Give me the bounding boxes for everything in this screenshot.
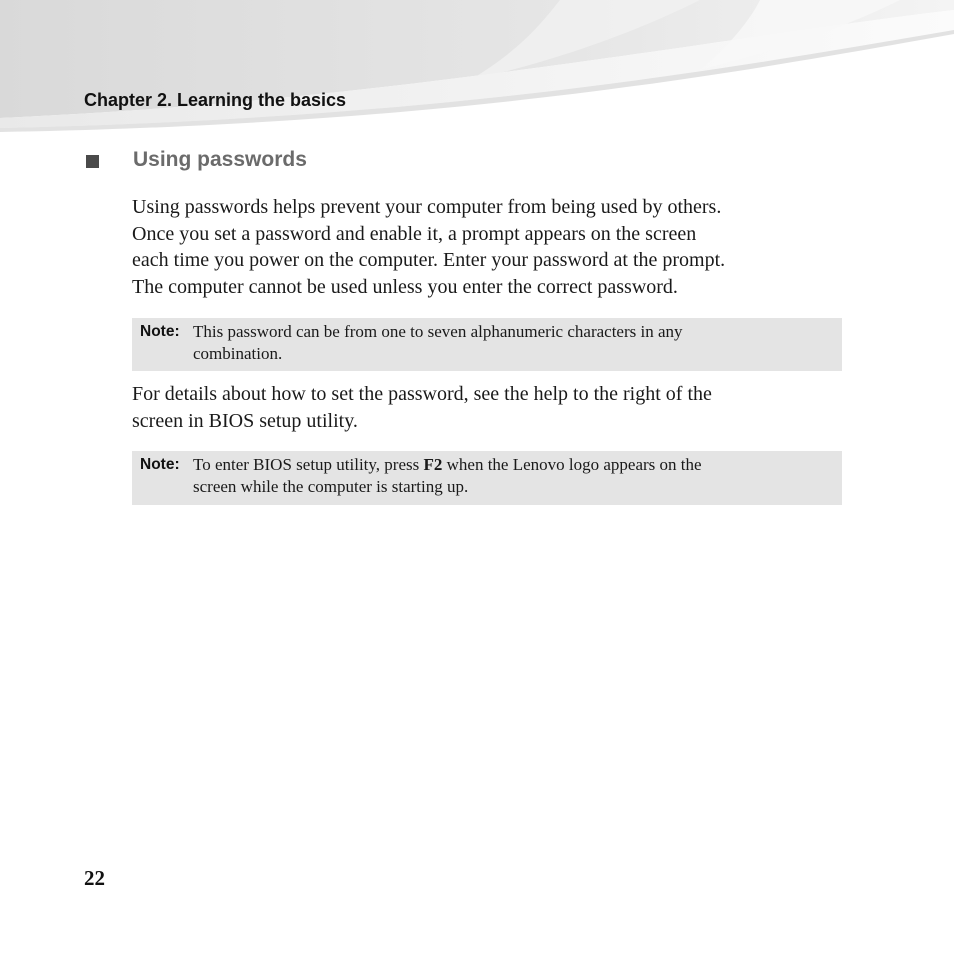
- note-line: combination.: [193, 343, 283, 363]
- square-bullet-icon: [86, 155, 99, 168]
- paragraph-line: Using passwords helps prevent your computer from being used by others.: [132, 196, 722, 218]
- paragraph-line: screen in BIOS setup utility.: [132, 409, 358, 432]
- intro-paragraph: [132, 194, 852, 300]
- note-box-password-length: [132, 318, 842, 371]
- details-paragraph: [132, 381, 852, 434]
- note-line: This password can be from one to seven alphanumeric characters in any: [193, 322, 683, 341]
- page-number: 22: [84, 866, 105, 890]
- paragraph-line: For details about how to set the password, see the help to the right of the: [132, 383, 712, 405]
- note-text-after-key: when the Lenovo logo appears on the: [442, 455, 702, 474]
- note-text: [193, 321, 833, 364]
- note-label: Note:: [140, 323, 180, 340]
- note-box-bios-setup: [132, 451, 842, 505]
- chapter-title: Chapter 2. Learning the basics: [84, 90, 347, 110]
- f2-key-label: F2: [423, 455, 443, 474]
- paragraph-line: The computer cannot be used unless you enter the correct password.: [132, 275, 678, 298]
- paragraph-line: Once you set a password and enable it, a prompt appears on the screen: [132, 222, 697, 245]
- note-text-before-key: To enter BIOS setup utility, press: [193, 455, 424, 474]
- header-swoosh-decoration: [0, 0, 954, 140]
- note-line: screen while the computer is starting up.: [193, 476, 469, 496]
- note-text: [193, 454, 833, 497]
- note-line: [193, 454, 833, 476]
- note-label: Note:: [140, 456, 180, 473]
- section-title: Using passwords: [133, 148, 307, 171]
- paragraph-line: each time you power on the computer. Enter your password at the prompt.: [132, 249, 726, 272]
